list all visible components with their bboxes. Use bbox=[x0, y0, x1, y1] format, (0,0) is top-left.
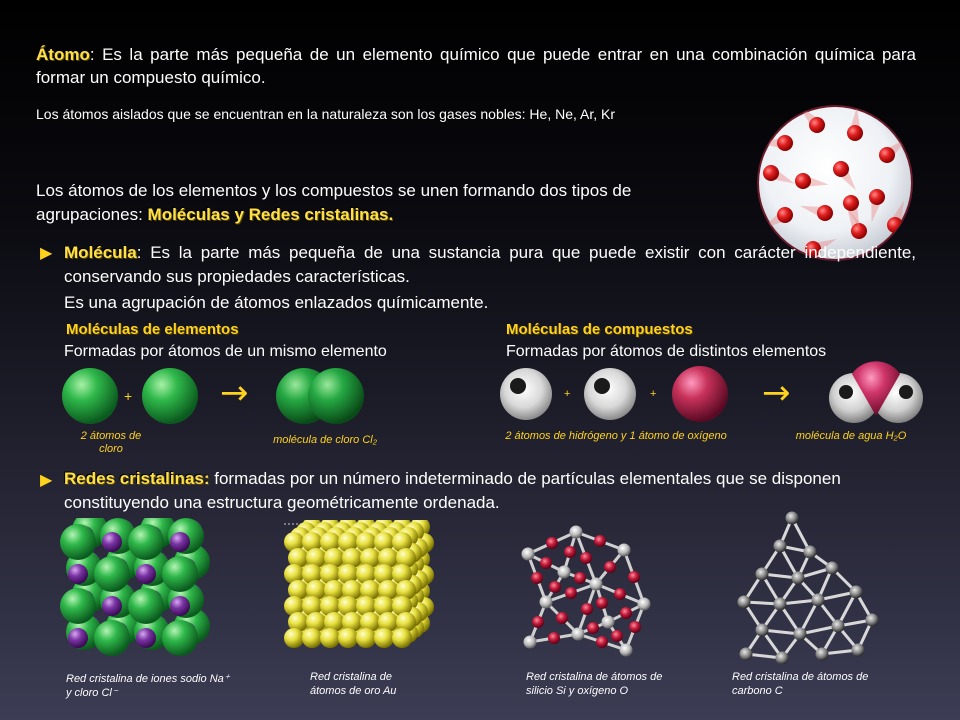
elementos-subtitle: Formadas por átomos de un mismo elemento bbox=[64, 343, 387, 360]
redes-bullet-icon: ▶ bbox=[40, 472, 53, 489]
red-sio2-caption: Red cristalina de átomos de silicio Si y oxígeno O bbox=[526, 671, 663, 697]
elementos-arrow-icon: → bbox=[220, 373, 249, 413]
compuestos-subtitle: Formadas por átomos de distintos elementos bbox=[506, 343, 827, 360]
hydrogen-atom-2 bbox=[584, 368, 636, 420]
atomo-definition-text: : Es la parte más pequeña de un elemento químico que puede entrar en una combinación química para formar un compuesto químico. bbox=[36, 45, 916, 87]
oxygen-atom bbox=[672, 366, 728, 422]
red-nacl-caption: Red cristalina de iones sodio Na⁺ y cloro Cl⁻ bbox=[66, 673, 230, 699]
compuestos-plus-icon-1: + bbox=[564, 388, 571, 400]
chlorine-atom-2 bbox=[142, 368, 198, 424]
elementos-plus-icon: + bbox=[124, 388, 133, 404]
atomo-definition bbox=[36, 43, 916, 89]
compuestos-title: Moléculas de compuestos bbox=[506, 321, 693, 338]
elementos-caption-right: molécula de cloro Cl₂ bbox=[273, 434, 377, 446]
elementos-title: Moléculas de elementos bbox=[66, 321, 239, 338]
molecula-term: Molécula bbox=[64, 243, 137, 262]
molecula-definition-text: : Es la parte más pequeña de una sustancia pura que puede existir con carácter independiente, conservando sus propiedades características. bbox=[64, 243, 916, 286]
red-gold-caption: Red cristalina de átomos de oro Au bbox=[310, 671, 397, 697]
molecula-bullet-icon: ▶ bbox=[40, 245, 53, 262]
agrupaciones-highlight: Moléculas y Redes cristalinas. bbox=[147, 205, 394, 224]
agrupaciones-text bbox=[36, 179, 736, 227]
carbon-lattice-illustration bbox=[722, 508, 888, 664]
compuestos-plus-icon-2: + bbox=[650, 388, 657, 400]
compuestos-caption-right: molécula de agua H₂O bbox=[795, 430, 907, 442]
redes-definition-text: formadas por un número indeterminado de partículas elementales que se disponen constituyendo una estructura geométricamente ordenada. bbox=[64, 469, 841, 512]
chlorine-atom-1 bbox=[62, 368, 118, 424]
noble-gas-illustration bbox=[755, 103, 915, 263]
redes-term: Redes cristalinas: bbox=[64, 469, 210, 488]
chlorine-atoms-illustration bbox=[58, 365, 208, 427]
red-carbon-caption: Red cristalina de átomos de carbono C bbox=[732, 671, 869, 697]
elementos-caption-left: 2 átomos de cloro bbox=[80, 430, 142, 455]
atomo-term: Átomo bbox=[36, 45, 90, 64]
sio2-lattice-illustration bbox=[506, 514, 666, 664]
chlorine-molecule-illustration bbox=[272, 365, 368, 427]
nacl-lattice-illustration bbox=[56, 518, 212, 666]
compuestos-arrow-icon: → bbox=[762, 373, 791, 413]
gold-lattice-illustration bbox=[278, 520, 442, 660]
molecula-line2: Es una agrupación de átomos enlazados químicamente. bbox=[64, 293, 489, 312]
atomo-note: Los átomos aislados que se encuentran en la naturaleza son los gases nobles: He, Ne, Ar, Kr bbox=[36, 106, 616, 122]
molecula-definition bbox=[64, 241, 916, 289]
agrupaciones-intro: Los átomos de los elementos y los compuestos se unen formando dos tipos de agrupaciones: bbox=[36, 181, 632, 224]
hydrogen-oxygen-atoms-illustration bbox=[498, 365, 748, 425]
compuestos-caption-left: 2 átomos de hidrógeno y 1 átomo de oxígeno bbox=[505, 430, 727, 442]
hydrogen-atom-1 bbox=[500, 368, 552, 420]
water-molecule-illustration bbox=[828, 352, 924, 428]
